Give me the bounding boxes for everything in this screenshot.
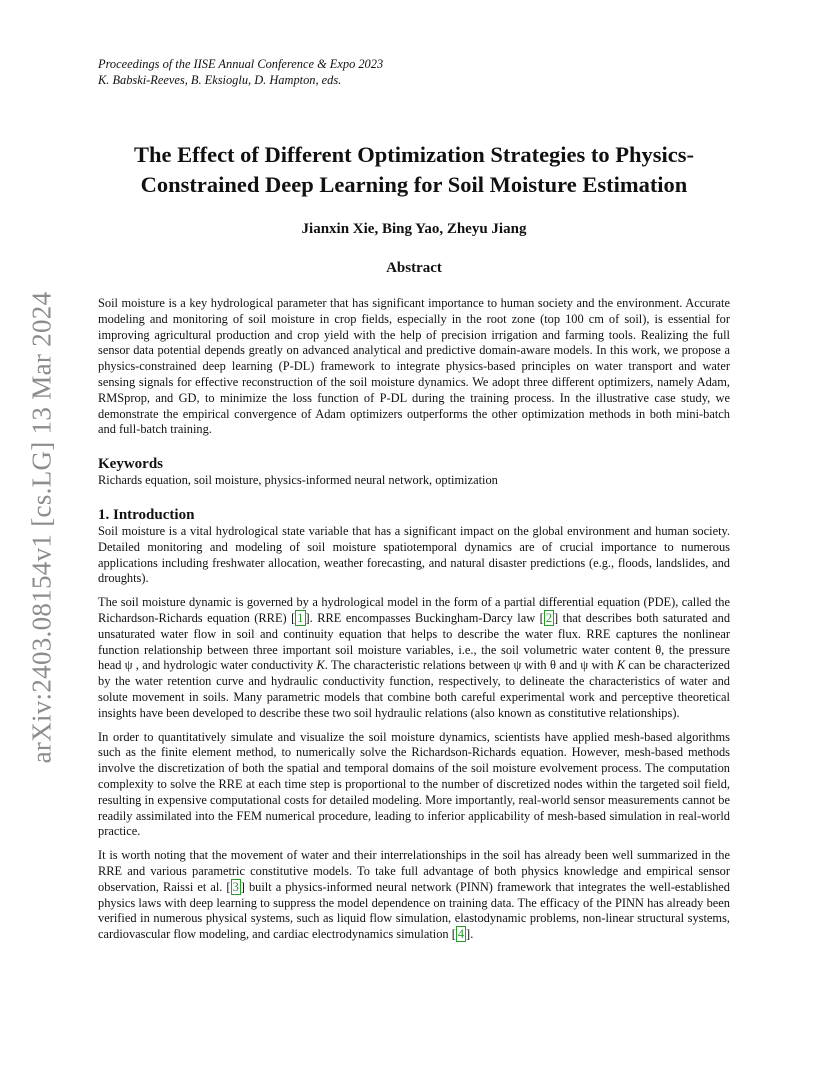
arxiv-stamp-text: arXiv:2403.08154v1 [cs.LG] 13 Mar 2024 <box>26 291 57 763</box>
introduction-heading: 1. Introduction <box>98 506 195 523</box>
proceedings-line: Proceedings of the IISE Annual Conference & Expo 2023 <box>98 57 384 71</box>
p2-text-d: . The characteristic relations between ψ with θ and ψ with <box>324 658 617 673</box>
editors-line: K. Babski-Reeves, B. Eksioglu, D. Hampton, eds. <box>98 73 342 87</box>
citation-1-number: 1 <box>297 610 304 625</box>
paper-title: The Effect of Different Optimization Strategies to Physics-Constrained Deep Learning for Soil Moisture Estimation <box>133 142 695 197</box>
p4-text-b: built a physics-informed neural network (PINN) framework that integrates the well-established physics laws with deep learning to suppress the model dependence on training data. The efficacy of the PINN has already been verified in numerous physical systems, such as liquid flow simulation, elastodynamic problems, non-linear structural systems, cardiovascular flow modeling, and cardiac electrodynamics simulation <box>98 879 730 942</box>
intro-paragraph-1: Soil moisture is a vital hydrological state variable that has a significant impact on the global environment and human society. Detailed monitoring and modeling of soil moisture spatiotemporal dynamics are of crucial importance to numerous applications including freshwater allocation, weather forecasting, and natural disaster predictions (e.g., floods, landslides, and droughts). <box>98 523 730 586</box>
citation-2-link[interactable] <box>540 610 558 626</box>
keywords-heading: Keywords <box>98 456 163 473</box>
citation-3-link[interactable] <box>226 879 244 895</box>
intro-paragraph-3: In order to quantitatively simulate and visualize the soil moisture dynamics, scientists have applied mesh-based algorithms such as the finite element method, to numerically solve the Richardson-Richards equation. However, mesh-based methods involve the discretization of both the spatial and temporal domains of the soil moisture evolvement process. The computation complexity to solve the RRE at each time step is proportional to the number of discretized nodes within the targeted soil field, resulting in expensive computational costs for detailed modeling. More importantly, real-world sensor measurements cannot be readily assimilated into the FEM numerical procedure, leading to inferior applicability of mesh-based simulation in real-world practice. <box>98 729 730 839</box>
citation-2-number: 2 <box>545 610 553 625</box>
citation-3-number: 3 <box>232 879 239 894</box>
citation-1-link[interactable] <box>291 610 309 626</box>
p2-text-e: can be characterized by the water retention curve and hydraulic conductivity function, respectively, to delineate the characteristics of water and solute movement in soils. Many parametric models that combine both careful experimental work and perceptive theoretical insights have been developed to describe these two soil hydraulic relations (also known as constitutive relationships). <box>98 658 730 720</box>
paper-page <box>98 56 730 943</box>
p4-text-a: It is worth noting that the movement of water and their interrelationships in the soil has already been well summarized in the RRE and various parametric constitutive models. To take full advantage of both physics knowledge and empirical sensor observation, Raissi et al. <box>98 848 730 894</box>
arxiv-stamp <box>18 292 66 762</box>
citation-4-number: 4 <box>457 927 465 942</box>
intro-paragraph-4 <box>98 848 730 943</box>
symbol-k: K <box>616 658 626 673</box>
p2-text-b: . RRE encompasses Buckingham-Darcy law <box>309 610 540 625</box>
p2-text-a: The soil moisture dynamic is governed by a hydrological model in the form of a partial differential equation (PDE), called the Richardson-Richards equation (RRE) <box>98 595 730 625</box>
paper-authors: Jianxin Xie, Bing Yao, Zheyu Jiang <box>301 221 527 237</box>
intro-paragraph-2 <box>98 595 730 721</box>
p2-text-c: that describes both saturated and unsaturated water flow in soil and continuity equation that helps to describe the water flux. RRE captures the nonlinear function relationship between three important soil moisture variables, i.e., the soil volumetric water content θ, the pressure head ψ , and hydrologic water conductivity <box>98 610 731 673</box>
abstract-text: Soil moisture is a key hydrological parameter that has significant importance to human society and the environment. Accurate modeling and monitoring of soil moisture in crop fields, especially in the root zone (top 100 cm of soil), is essential for improving agricultural production and crop yield with the help of precision irrigation and farming tools. Realizing the full sensor data potential depends greatly on advanced analytical and predictive domain-aware models. In this work, we propose a physics-constrained deep learning (P-DL) framework to integrate physics-based principles on water transport and water sensing signals for effective reconstruction of the soil moisture dynamics. We adopt three different optimizers, namely Adam, RMSprop, and GD, to minimize the loss function of P-DL during the training process. In the illustrative case study, we demonstrate the empirical convergence of Adam optimizers outperforms the other optimization methods in both mini-batch and full-batch training. <box>98 296 730 437</box>
citation-4-link[interactable] <box>452 926 470 942</box>
symbol-k: K <box>316 658 325 673</box>
abstract-heading: Abstract <box>386 260 442 276</box>
keywords-text: Richards equation, soil moisture, physics-informed neural network, optimization <box>98 473 498 488</box>
p4-text-c: . <box>470 927 474 942</box>
